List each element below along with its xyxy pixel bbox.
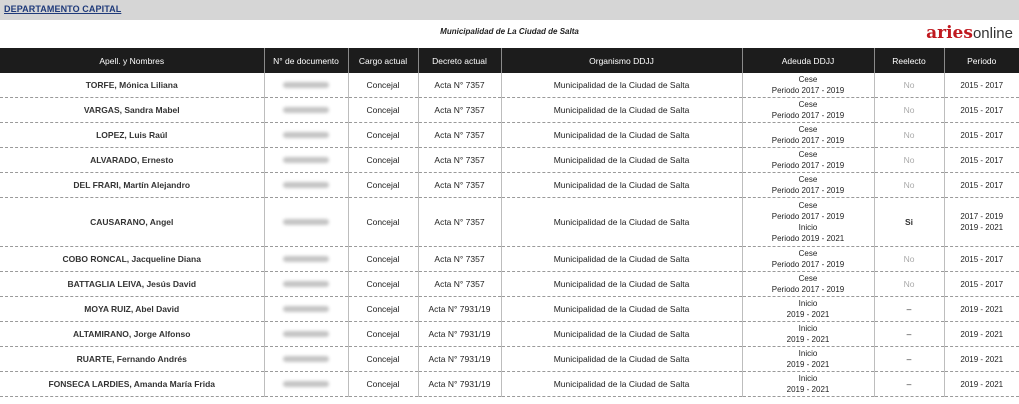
table-row xyxy=(0,322,1019,347)
document-number-redacted xyxy=(264,297,348,322)
col-header-periodo: Periodo xyxy=(944,48,1019,73)
adeuda-line: Cese xyxy=(798,150,818,159)
reelecto-cell: No xyxy=(874,148,944,173)
document-number-redacted xyxy=(264,347,348,372)
decreto-cell: Acta N° 7357 xyxy=(418,173,501,198)
decreto-cell: Acta N° 7357 xyxy=(418,247,501,272)
periodo-line: 2015 - 2017 xyxy=(960,155,1004,165)
adeuda-cell xyxy=(742,123,874,148)
adeuda-line: Cese xyxy=(798,201,818,210)
official-name: CAUSARANO, Angel xyxy=(0,198,264,247)
organismo-cell: Municipalidad de la Ciudad de Salta xyxy=(501,247,742,272)
col-header-reelecto: Reelecto xyxy=(874,48,944,73)
periodo-line: 2019 - 2021 xyxy=(960,354,1004,364)
adeuda-line: Periodo 2017 - 2019 xyxy=(771,161,845,170)
decreto-cell: Acta N° 7357 xyxy=(418,73,501,98)
col-header-organismo: Organismo DDJJ xyxy=(501,48,742,73)
organismo-cell: Municipalidad de la Ciudad de Salta xyxy=(501,372,742,397)
col-header-decreto: Decreto actual xyxy=(418,48,501,73)
document-number-redacted xyxy=(264,123,348,148)
document-number-redacted xyxy=(264,98,348,123)
table-subtitle: Municipalidad de La Ciudad de Salta xyxy=(440,27,579,36)
document-number-redacted xyxy=(264,198,348,247)
cargo-cell: Concejal xyxy=(348,198,418,247)
periodo-cell xyxy=(944,247,1019,272)
periodo-cell xyxy=(944,347,1019,372)
adeuda-cell xyxy=(742,372,874,397)
redacted-blur xyxy=(283,356,329,362)
decreto-cell: Acta N° 7357 xyxy=(418,198,501,247)
adeuda-line: Inicio xyxy=(798,349,818,358)
decreto-cell: Acta N° 7357 xyxy=(418,148,501,173)
periodo-cell xyxy=(944,73,1019,98)
reelecto-cell: – xyxy=(874,347,944,372)
cargo-cell: Concejal xyxy=(348,322,418,347)
decreto-cell: Acta N° 7357 xyxy=(418,123,501,148)
cargo-cell: Concejal xyxy=(348,98,418,123)
reelecto-cell: No xyxy=(874,272,944,297)
table-row xyxy=(0,198,1019,247)
periodo-cell xyxy=(944,272,1019,297)
adeuda-line: Periodo 2017 - 2019 xyxy=(771,186,845,195)
adeuda-cell xyxy=(742,198,874,247)
col-header-adeuda: Adeuda DDJJ xyxy=(742,48,874,73)
periodo-line: 2015 - 2017 xyxy=(960,130,1004,140)
table-row xyxy=(0,98,1019,123)
reelecto-cell: No xyxy=(874,247,944,272)
periodo-cell xyxy=(944,322,1019,347)
adeuda-line: Periodo 2017 - 2019 xyxy=(771,86,845,95)
organismo-cell: Municipalidad de la Ciudad de Salta xyxy=(501,272,742,297)
cargo-cell: Concejal xyxy=(348,148,418,173)
reelecto-cell: – xyxy=(874,322,944,347)
adeuda-line: Inicio xyxy=(798,324,818,333)
adeuda-line: Inicio xyxy=(798,374,818,383)
organismo-cell: Municipalidad de la Ciudad de Salta xyxy=(501,98,742,123)
adeuda-line: 2019 - 2021 xyxy=(786,310,830,319)
periodo-line: 2015 - 2017 xyxy=(960,279,1004,289)
adeuda-line: Inicio xyxy=(798,299,818,308)
adeuda-cell xyxy=(742,322,874,347)
official-name: FONSECA LARDIES, Amanda María Frida xyxy=(0,372,264,397)
redacted-blur xyxy=(283,132,329,138)
table-row xyxy=(0,272,1019,297)
organismo-cell: Municipalidad de la Ciudad de Salta xyxy=(501,198,742,247)
decreto-cell: Acta N° 7931/19 xyxy=(418,322,501,347)
periodo-cell xyxy=(944,198,1019,247)
adeuda-line: Periodo 2017 - 2019 xyxy=(771,285,845,294)
adeuda-cell xyxy=(742,247,874,272)
adeuda-line: Cese xyxy=(798,274,818,283)
table-header-row xyxy=(0,48,1019,73)
col-header-document: N° de documento xyxy=(264,48,348,73)
col-header-name: Apell. y Nombres xyxy=(0,48,264,73)
document-number-redacted xyxy=(264,148,348,173)
decreto-cell: Acta N° 7357 xyxy=(418,98,501,123)
adeuda-cell xyxy=(742,173,874,198)
document-number-redacted xyxy=(264,73,348,98)
periodo-cell xyxy=(944,123,1019,148)
periodo-cell xyxy=(944,148,1019,173)
document-number-redacted xyxy=(264,322,348,347)
redacted-blur xyxy=(283,281,329,287)
adeuda-line: Cese xyxy=(798,125,818,134)
adeuda-cell xyxy=(742,297,874,322)
organismo-cell: Municipalidad de la Ciudad de Salta xyxy=(501,322,742,347)
reelecto-cell: No xyxy=(874,123,944,148)
periodo-line: 2019 - 2021 xyxy=(960,223,1004,232)
reelecto-cell: – xyxy=(874,297,944,322)
table-body xyxy=(0,73,1019,397)
cargo-cell: Concejal xyxy=(348,123,418,148)
organismo-cell: Municipalidad de la Ciudad de Salta xyxy=(501,173,742,198)
header-bar xyxy=(0,0,1019,20)
adeuda-line: Periodo 2017 - 2019 xyxy=(771,136,845,145)
adeuda-cell xyxy=(742,98,874,123)
officials-table xyxy=(0,48,1019,397)
adeuda-line: 2019 - 2021 xyxy=(786,360,830,369)
official-name: BATTAGLIA LEIVA, Jesús David xyxy=(0,272,264,297)
document-number-redacted xyxy=(264,247,348,272)
department-title: DEPARTAMENTO CAPITAL xyxy=(4,4,122,14)
periodo-line: 2015 - 2017 xyxy=(960,254,1004,264)
decreto-cell: Acta N° 7931/19 xyxy=(418,372,501,397)
redacted-blur xyxy=(283,381,329,387)
table-row xyxy=(0,73,1019,98)
redacted-blur xyxy=(283,256,329,262)
table-row xyxy=(0,347,1019,372)
cargo-cell: Concejal xyxy=(348,247,418,272)
reelecto-cell: No xyxy=(874,173,944,198)
table-row xyxy=(0,297,1019,322)
redacted-blur xyxy=(283,82,329,88)
adeuda-line: Periodo 2019 - 2021 xyxy=(771,234,845,243)
redacted-blur xyxy=(283,331,329,337)
table-row xyxy=(0,247,1019,272)
cargo-cell: Concejal xyxy=(348,347,418,372)
table-row xyxy=(0,123,1019,148)
redacted-blur xyxy=(283,306,329,312)
adeuda-cell xyxy=(742,347,874,372)
adeuda-line: Cese xyxy=(798,100,818,109)
periodo-cell xyxy=(944,297,1019,322)
cargo-cell: Concejal xyxy=(348,297,418,322)
reelecto-cell: Si xyxy=(874,198,944,247)
reelecto-cell: – xyxy=(874,372,944,397)
table-row xyxy=(0,148,1019,173)
adeuda-line: 2019 - 2021 xyxy=(786,335,830,344)
periodo-line: 2017 - 2019 xyxy=(960,212,1004,221)
adeuda-line: Periodo 2017 - 2019 xyxy=(771,212,845,221)
cargo-cell: Concejal xyxy=(348,272,418,297)
official-name: TORFE, Mónica Liliana xyxy=(0,73,264,98)
redacted-blur xyxy=(283,107,329,113)
periodo-line: 2015 - 2017 xyxy=(960,105,1004,115)
redacted-blur xyxy=(283,182,329,188)
official-name: ALTAMIRANO, Jorge Alfonso xyxy=(0,322,264,347)
adeuda-line: 2019 - 2021 xyxy=(786,385,830,394)
reelecto-cell: No xyxy=(874,73,944,98)
redacted-blur xyxy=(283,219,329,225)
cargo-cell: Concejal xyxy=(348,73,418,98)
cargo-cell: Concejal xyxy=(348,372,418,397)
official-name: COBO RONCAL, Jacqueline Diana xyxy=(0,247,264,272)
document-number-redacted xyxy=(264,272,348,297)
official-name: DEL FRARI, Martín Alejandro xyxy=(0,173,264,198)
organismo-cell: Municipalidad de la Ciudad de Salta xyxy=(501,297,742,322)
adeuda-line: Cese xyxy=(798,75,818,84)
periodo-line: 2015 - 2017 xyxy=(960,80,1004,90)
official-name: ALVARADO, Ernesto xyxy=(0,148,264,173)
redacted-blur xyxy=(283,157,329,163)
adeuda-cell xyxy=(742,272,874,297)
periodo-line: 2019 - 2021 xyxy=(960,304,1004,314)
adeuda-line: Periodo 2017 - 2019 xyxy=(771,111,845,120)
adeuda-line: Periodo 2017 - 2019 xyxy=(771,260,845,269)
periodo-cell xyxy=(944,372,1019,397)
reelecto-cell: No xyxy=(874,98,944,123)
adeuda-cell xyxy=(742,73,874,98)
periodo-line: 2019 - 2021 xyxy=(960,379,1004,389)
official-name: RUARTE, Fernando Andrés xyxy=(0,347,264,372)
official-name: MOYA RUIZ, Abel David xyxy=(0,297,264,322)
periodo-cell xyxy=(944,173,1019,198)
organismo-cell: Municipalidad de la Ciudad de Salta xyxy=(501,347,742,372)
periodo-cell xyxy=(944,98,1019,123)
official-name: LOPEZ, Luis Raúl xyxy=(0,123,264,148)
organismo-cell: Municipalidad de la Ciudad de Salta xyxy=(501,123,742,148)
adeuda-line: Cese xyxy=(798,175,818,184)
decreto-cell: Acta N° 7931/19 xyxy=(418,347,501,372)
document-number-redacted xyxy=(264,372,348,397)
decreto-cell: Acta N° 7357 xyxy=(418,272,501,297)
organismo-cell: Municipalidad de la Ciudad de Salta xyxy=(501,73,742,98)
adeuda-line: Inicio xyxy=(798,223,818,232)
document-number-redacted xyxy=(264,173,348,198)
periodo-line: 2019 - 2021 xyxy=(960,329,1004,339)
official-name: VARGAS, Sandra Mabel xyxy=(0,98,264,123)
adeuda-line: Cese xyxy=(798,249,818,258)
table-row xyxy=(0,372,1019,397)
periodo-line: 2015 - 2017 xyxy=(960,180,1004,190)
table-row xyxy=(0,173,1019,198)
cargo-cell: Concejal xyxy=(348,173,418,198)
ariesonline-logo: ariesonline xyxy=(926,23,1013,43)
decreto-cell: Acta N° 7931/19 xyxy=(418,297,501,322)
adeuda-cell xyxy=(742,148,874,173)
col-header-cargo: Cargo actual xyxy=(348,48,418,73)
organismo-cell: Municipalidad de la Ciudad de Salta xyxy=(501,148,742,173)
